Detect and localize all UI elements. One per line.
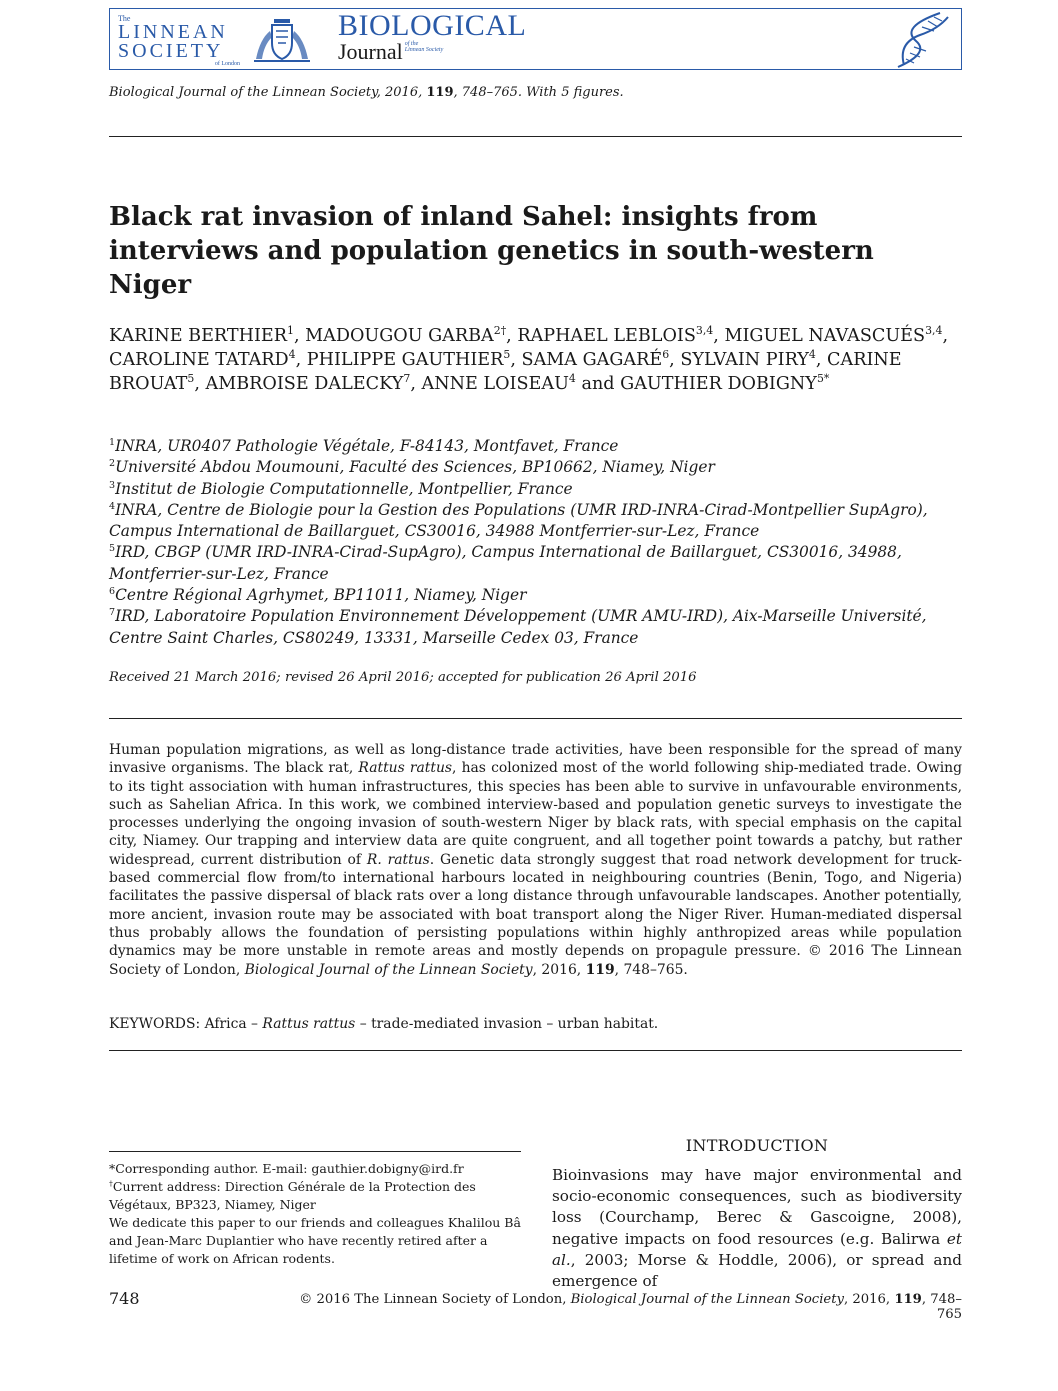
- author-affiliation-mark: 6: [662, 348, 670, 362]
- journal-logo-biological: BIOLOGICAL: [338, 9, 527, 42]
- abstract-species-1: Rattus rattus: [358, 760, 453, 777]
- affiliation-text: Institut de Biologie Computationnelle, Montpellier, France: [115, 479, 573, 498]
- author-affiliation-mark: 3,4: [695, 324, 714, 338]
- author-separator: ,: [410, 374, 422, 394]
- affiliation-number: 4: [109, 500, 116, 512]
- intro-etal: et al.: [552, 1229, 962, 1269]
- keywords: [109, 1016, 962, 1032]
- citation-volume: 119: [426, 85, 454, 100]
- footer-copyright: [290, 1292, 962, 1322]
- author-separator: ,: [295, 350, 307, 370]
- author-list: [109, 324, 962, 396]
- received-dates: Received 21 March 2016; revised 26 April 2016; accepted for publication 26 April 2016: [109, 670, 697, 685]
- author-separator: ,: [942, 326, 949, 346]
- footer-pages: , 748–765: [921, 1292, 962, 1322]
- footnote-current-address: [109, 1178, 521, 1214]
- affiliation-number: 6: [109, 585, 116, 597]
- linnean-line1: LINNEAN: [118, 21, 228, 43]
- journal-logo: [338, 11, 526, 64]
- article-title: Black rat invasion of inland Sahel: insights from interviews and population genetics in south-western Niger: [109, 202, 874, 300]
- author-affiliation-mark: 4: [808, 348, 816, 362]
- author-separator: ,: [713, 326, 725, 346]
- author-name: CAROLINE TATARD: [109, 350, 289, 370]
- keyword-2: Rattus rattus: [262, 1016, 356, 1032]
- footnote-rule: [109, 1151, 521, 1152]
- affiliation-item: [109, 585, 962, 606]
- author-name: ANNE LOISEAU: [421, 374, 569, 394]
- affiliation-text: INRA, Centre de Biologie pour la Gestion des Populations (UMR IRD-INRA-Cirad-Montpellier SupAgro), Campus International de Baillarguet, CS30016, 34988 Montferrier-sur-Lez, France: [109, 500, 928, 541]
- linnean-line2: SOCIETY: [118, 40, 224, 62]
- author-separator: ,: [815, 350, 828, 370]
- affiliation-text: Université Abdou Moumouni, Faculté des Sciences, BP10662, Niamey, Niger: [115, 458, 715, 477]
- author-separator: ,: [510, 350, 522, 370]
- author-name: CARINE BROUAT: [109, 350, 902, 394]
- affiliation-text: IRD, Laboratoire Population Environnement Développement (UMR AMU-IRD), Aix-Marseille Université, Centre Saint Charles, CS80249, 13331, Marseille Cedex 03, France: [109, 607, 927, 647]
- intro-text-1: Bioinvasions may have major environmental and socio-economic consequences, such as biodiversity loss (Courchamp, Berec & Gascoigne, 2008), negative impacts on food resources (e.g. Balirwa: [552, 1166, 962, 1248]
- author-name: AMBROISE DALECKY: [205, 374, 404, 394]
- affiliation-item: [109, 542, 962, 585]
- affiliation-list: [109, 436, 962, 649]
- footnote-dedication: We dedicate this paper to our friends and colleagues Khalilou Bâ and Jean-Marc Duplantier who have recently retired after a lifetime of work on African rodents.: [109, 1215, 521, 1266]
- keyword-3: – trade-mediated invasion – urban habitat.: [355, 1016, 659, 1032]
- author-name: SYLVAIN PIRY: [680, 350, 809, 370]
- author-separator: and: [575, 374, 621, 394]
- footnotes: [109, 1160, 521, 1268]
- introduction-body: [552, 1165, 962, 1292]
- intro-text-2: , 2003; Morse & Hoddle, 2006), or spread and emergence of: [552, 1250, 962, 1291]
- abstract-text-1: Human population migrations, as well as long-distance trade activities, have been responsible for the spread of many invasive organisms. The black rat,: [109, 742, 962, 777]
- affiliation-item: [109, 500, 962, 543]
- author-affiliation-mark: 5: [503, 348, 511, 362]
- keywords-label: KEYWORDS:: [109, 1016, 201, 1032]
- journal-logo-sub1: of the: [404, 41, 419, 47]
- abstract-journal: Biological Journal of the Linnean Society: [244, 961, 533, 978]
- author-name: GAUTHIER DOBIGNY: [620, 374, 817, 394]
- citation-year: , 2016,: [376, 85, 427, 100]
- abstract-top-rule: [109, 718, 962, 719]
- abstract-text-3: . Genetic data strongly suggest that road network development for truck-based commercial flow from/to international harbours located in neighbouring countries (Benin, Togo, and Nigeria) facilitates the passive dispersal of black rats over a long distance through unfavourable landscapes. Another potentially, more ancient, invasion route may be associated with boat transport along the Niger River. Human-mediated dispersal thus probably allows the foundation of persisting populations within highly anthropized areas while population dynamics may be more unstable in remote areas and mostly depends on propagule pressure. © 2016 The Linnean Society of London,: [109, 851, 962, 978]
- introduction-heading: INTRODUCTION: [685, 1136, 829, 1155]
- linnean-the: The: [118, 14, 131, 23]
- footer-copyright-text: © 2016 The Linnean Society of London,: [299, 1292, 571, 1307]
- affiliation-item: [109, 436, 962, 457]
- author-name: MIGUEL NAVASCUÉS: [724, 326, 926, 346]
- footnote-corresponding: *Corresponding author. E-mail: gauthier.dobigny@ird.fr: [109, 1161, 464, 1176]
- dna-helix-icon: [890, 11, 954, 69]
- affiliation-number: 2: [109, 458, 116, 470]
- author-affiliation-mark: 5*: [816, 372, 830, 386]
- abstract: [109, 741, 962, 979]
- author-name: RAPHAEL LEBLOIS: [517, 326, 696, 346]
- author-name: KARINE BERTHIER: [109, 326, 287, 346]
- author-separator: ,: [669, 350, 681, 370]
- author-affiliation-mark: 7: [403, 372, 411, 386]
- keyword-1: Africa –: [200, 1016, 263, 1032]
- author-affiliation-mark: 1: [287, 324, 294, 338]
- footnote-current-text: Current address: Direction Générale de la Protection des Végétaux, BP323, Niamey, Niger: [109, 1179, 476, 1212]
- author-affiliation-mark: 3,4: [925, 324, 943, 338]
- abstract-year: , 2016,: [532, 961, 586, 978]
- affiliation-number: 7: [109, 607, 116, 619]
- abstract-text-2: , has colonized most of the world following ship-mediated trade. Owing to its tight association with human infrastructures, this species has been able to survive in unfavourable environments, such as Sahelian Africa. In this work, we combined interview-based and population genetic surveys to investigate the processes underlying the ongoing invasion of south-western Niger by black rats, with special emphasis on the capital city, Niamey. Our trapping and interview data are quite congruent, and all together point towards a patchy, but rather widespread, current distribution of: [109, 760, 962, 868]
- author-affiliation-mark: 4: [568, 372, 576, 386]
- affiliation-item: [109, 479, 962, 500]
- affiliation-number: 1: [109, 436, 116, 448]
- header-rule: [109, 136, 962, 137]
- affiliation-item: [109, 606, 962, 649]
- affiliation-text: INRA, UR0407 Pathologie Végétale, F-84143, Montfavet, France: [115, 437, 619, 455]
- author-affiliation-mark: 2†: [493, 324, 507, 338]
- abstract-volume: 119: [585, 961, 615, 978]
- affiliation-text: IRD, CBGP (UMR IRD-INRA-Cirad-SupAgro), Campus International de Baillarguet, CS30016, 34988, Montferrier-sur-Lez, France: [109, 543, 902, 583]
- society-crest-icon: [250, 13, 314, 65]
- author-affiliation-mark: 5: [187, 372, 195, 386]
- author-name: SAMA GAGARÉ: [521, 350, 663, 370]
- abstract-species-2: R. rattus: [366, 851, 430, 868]
- author-separator: ,: [194, 374, 206, 394]
- article-citation: [109, 85, 624, 100]
- journal-header-banner: [109, 8, 962, 70]
- author-name: PHILIPPE GAUTHIER: [306, 350, 504, 370]
- citation-pages: , 748–765. With 5 figures.: [453, 85, 624, 100]
- linnean-sub: of London: [214, 61, 240, 67]
- author-separator: ,: [293, 326, 306, 346]
- affiliation-number: 5: [109, 543, 116, 555]
- footer-volume: 119: [894, 1292, 922, 1307]
- footer-year: , 2016,: [843, 1292, 895, 1307]
- journal-logo-word: Journal: [338, 39, 403, 64]
- footer-journal: Biological Journal of the Linnean Society: [570, 1292, 844, 1307]
- author-affiliation-mark: 4: [288, 348, 296, 362]
- author-name: MADOUGOU GARBA: [305, 326, 494, 346]
- linnean-society-logo: [118, 15, 248, 67]
- abstract-bottom-rule: [109, 1050, 962, 1051]
- affiliation-text: Centre Régional Agrhymet, BP11011, Niamey, Niger: [115, 586, 527, 605]
- page-number: 748: [109, 1289, 140, 1308]
- affiliation-number: 3: [109, 479, 116, 491]
- footnote-dagger: †: [109, 1178, 113, 1188]
- citation-journal: Biological Journal of the Linnean Society: [109, 85, 377, 100]
- author-separator: ,: [506, 326, 518, 346]
- affiliation-item: [109, 457, 962, 478]
- abstract-pages: , 748–765.: [614, 961, 688, 978]
- journal-logo-sub2: Linnean Society: [404, 47, 444, 53]
